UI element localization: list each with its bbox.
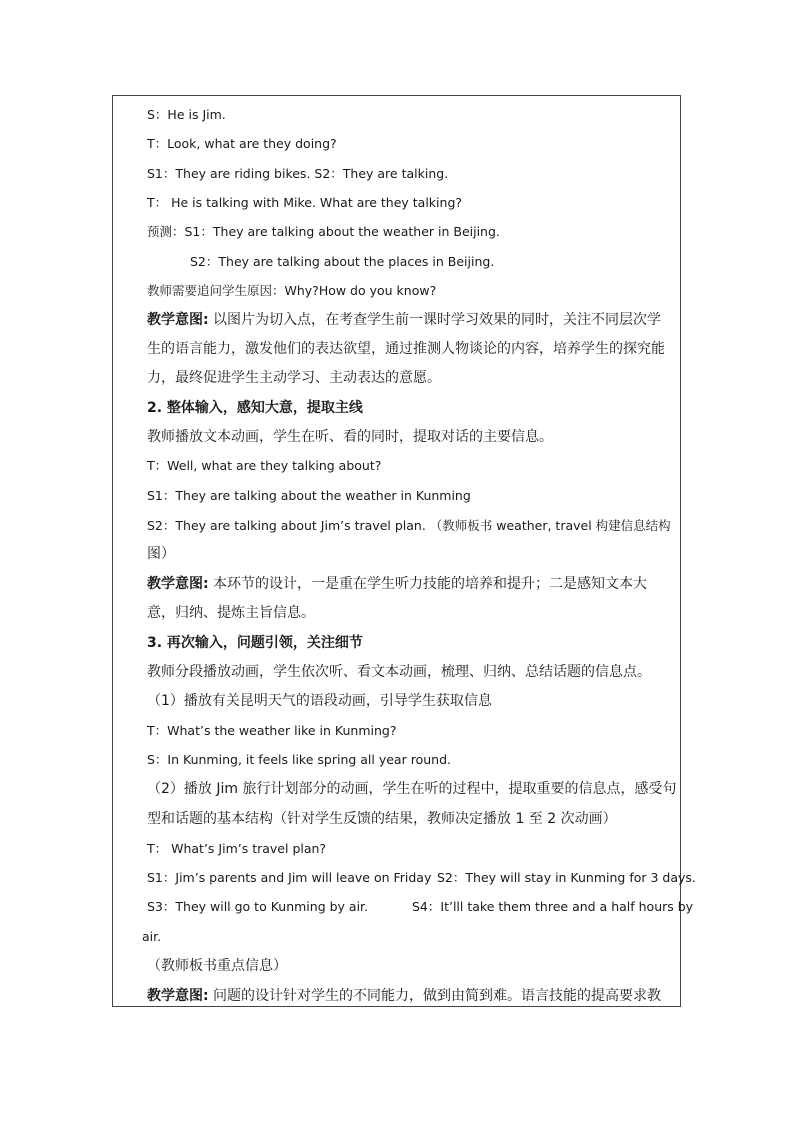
teacher-note: 教师需要追问学生原因：Why?How do you know? xyxy=(147,283,437,298)
dialogue-line: T： What’s Jim’s travel plan? xyxy=(147,841,327,856)
intent-label: 教学意图: xyxy=(147,988,209,1004)
dialogue-line: S1：They are talking about the weather in Kunming xyxy=(147,488,471,503)
dialogue-line: S4：It’lll take them three and a half hours by xyxy=(412,899,694,914)
prediction-line: S2：They are talking about the places in Beijing. xyxy=(190,254,495,269)
intent-label: 教学意图: xyxy=(147,312,209,328)
dialogue-line: S3：They will go to Kunming by air. xyxy=(147,899,369,914)
intent-label: 教学意图: xyxy=(147,576,209,592)
paragraph-line: 图） xyxy=(147,546,175,562)
dialogue-line: T：What’s the weather like in Kunming? xyxy=(147,723,397,738)
dialogue-line: T：Well, what are they talking about? xyxy=(147,458,382,473)
intent-paragraph: 教学意图: 本环节的设计，一是重在学生听力技能的培养和提升；二是感知文本大 xyxy=(147,576,648,592)
intent-paragraph: 教学意图: 问题的设计针对学生的不同能力，做到由简到难。语言技能的提高要求教 xyxy=(147,988,662,1004)
dialogue-line: S2：They are talking about Jim’s travel plan. （教师板书 weather, travel 构建信息结构 xyxy=(147,518,671,533)
dialogue-line: S2：They will stay in Kunming for 3 days. xyxy=(437,870,696,885)
paragraph-line: 型和话题的基本结构（针对学生反馈的结果，教师决定播放 1 至 2 次动画） xyxy=(147,811,617,827)
paragraph-line: 教师分段播放动画，学生依次听、看文本动画，梳理、归纳、总结话题的信息点。 xyxy=(147,664,651,680)
dialogue-line: air. xyxy=(142,929,162,944)
section-heading: 3. 再次输入，问题引领，关注细节 xyxy=(147,635,363,651)
dialogue-line: S：In Kunming, it feels like spring all year round. xyxy=(147,752,451,767)
paragraph-line: 意，归纳、提炼主旨信息。 xyxy=(147,605,315,621)
prediction-line: 预测：S1：They are talking about the weather in Beijing. xyxy=(147,224,500,239)
paragraph-line: （教师板书重点信息） xyxy=(147,958,287,974)
intent-paragraph: 教学意图: 以图片为切入点，在考查学生前一课时学习效果的同时，关注不同层次学 xyxy=(147,312,662,328)
paragraph-line: （2）播放 Jim 旅行计划部分的动画，学生在听的过程中，提取重要的信息点，感受句 xyxy=(147,781,677,797)
dialogue-line: S1：They are riding bikes. S2：They are talking. xyxy=(147,166,449,181)
paragraph-line: （1）播放有关昆明天气的语段动画，引导学生获取信息 xyxy=(147,693,492,709)
section-heading: 2. 整体输入，感知大意，提取主线 xyxy=(147,400,363,416)
dialogue-line: S1：Jim’s parents and Jim will leave on Friday xyxy=(147,870,432,885)
dialogue-line: T：Look, what are they doing? xyxy=(147,136,337,151)
paragraph-line: 教师播放文本动画，学生在听、看的同时，提取对话的主要信息。 xyxy=(147,429,553,445)
paragraph-line: 力，最终促进学生主动学习、主动表达的意愿。 xyxy=(147,370,441,386)
paragraph-line: 生的语言能力，激发他们的表达欲望，通过推测人物谈论的内容，培养学生的探究能 xyxy=(147,341,665,357)
dialogue-line: S：He is Jim. xyxy=(147,107,226,122)
dialogue-line: T： He is talking with Mike. What are they talking? xyxy=(147,195,463,210)
